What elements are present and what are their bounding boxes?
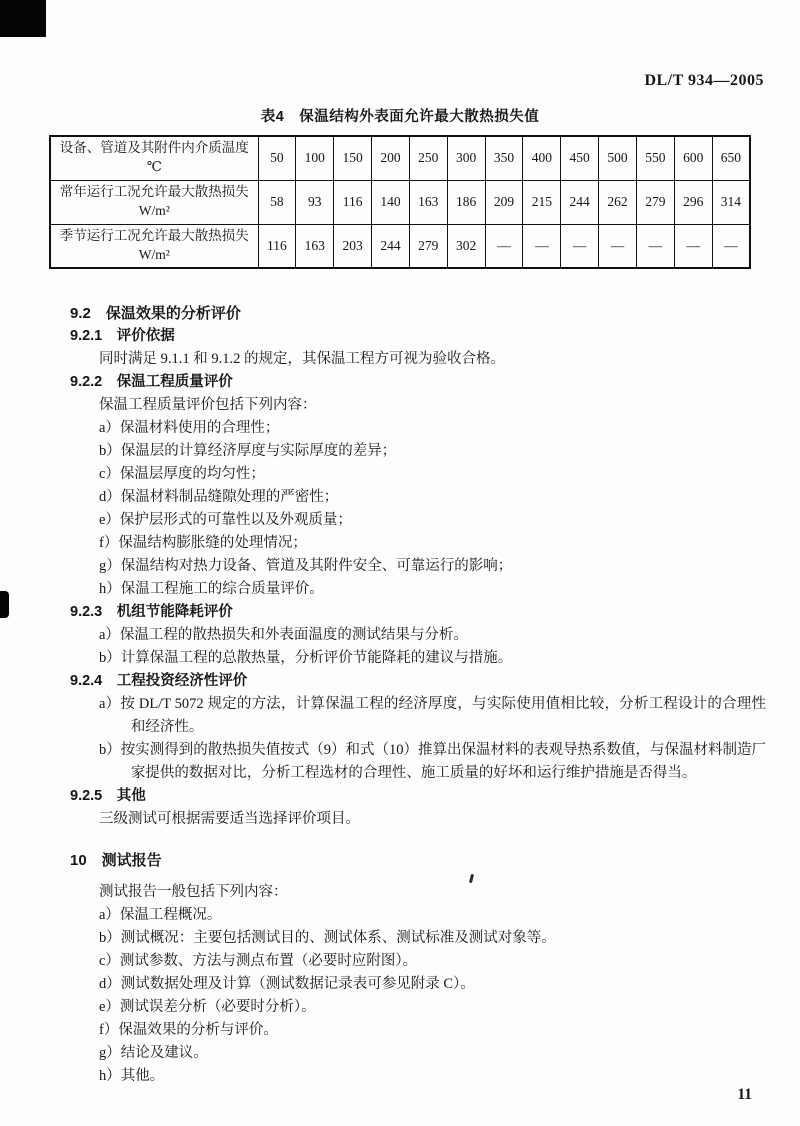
table-cell: 203 [334, 224, 372, 268]
table-cell: 296 [674, 180, 712, 224]
list-item-9-2-2-h: h）保温工程施工的综合质量评价。 [99, 581, 324, 597]
scan-artifact-corner [0, 0, 46, 37]
row-label [50, 180, 258, 224]
table-cell: 300 [447, 136, 485, 180]
table-row [50, 224, 750, 268]
row-label-text: 设备、管道及其附件内介质温度 [59, 140, 249, 156]
list-item-10-f: f）保温效果的分析与评价。 [99, 1022, 278, 1038]
table-cell: 93 [296, 180, 334, 224]
table-cell: 279 [636, 180, 674, 224]
row-label-unit: W/m² [138, 203, 170, 218]
list-item-10-c: c）测试参数、方法与测点布置（必要时应附图）。 [99, 953, 418, 969]
table-cell: 400 [523, 136, 561, 180]
list-item-9-2-2-d: d）保温材料制品缝隙处理的严密性； [99, 489, 339, 505]
list-item-9-2-2-c: c）保温层厚度的均匀性； [99, 466, 265, 482]
row-label [50, 224, 258, 268]
paragraph-9-2-5: 三级测试可根据需要适当选择评价项目。 [99, 811, 360, 827]
table-cell: 140 [372, 180, 410, 224]
list-item-9-2-2-g: g）保温结构对热力设备、管道及其附件安全、可靠运行的影响； [99, 558, 513, 574]
table-cell: 50 [258, 136, 296, 180]
table-cell: 262 [599, 180, 637, 224]
table-cell: 163 [296, 224, 334, 268]
page-number: 11 [737, 1086, 752, 1103]
list-item-10-d: d）测试数据处理及计算（测试数据记录表可参见附录 C）。 [99, 976, 475, 992]
paragraph-9-2-2-intro: 保温工程质量评价包括下列内容： [99, 397, 317, 413]
list-item-9-2-3-b: b）计算保温工程的总散热量，分析评价节能降耗的建议与措施。 [99, 650, 513, 666]
row-label-text: 季节运行工况允许最大散热损失 [59, 227, 249, 243]
table-cell: 650 [712, 136, 750, 180]
list-item-9-2-2-b: b）保温层的计算经济厚度与实际厚度的差异； [99, 443, 397, 459]
content [0, 302, 800, 1088]
list-item-10-a: a）保温工程概况。 [99, 907, 222, 923]
list-item-9-2-4-a: a）按 DL/T 5072 规定的方法，计算保温工程的经济厚度，与实际使用值相比较，分析工程设计的合理性和经济性。 [99, 696, 766, 735]
table-cell: 215 [523, 180, 561, 224]
row-label [50, 136, 258, 180]
section-9-2-5-heading: 9.2.5 其他 [70, 788, 146, 804]
table-cell: 244 [372, 224, 410, 268]
section-9-2-1-heading: 9.2.1 评价依据 [70, 328, 175, 344]
section-9-2-heading: 9.2 保温效果的分析评价 [70, 305, 241, 322]
paragraph-10-intro: 测试报告一般包括下列内容： [99, 884, 288, 900]
paragraph-9-2-1: 同时满足 9.1.1 和 9.1.2 的规定，其保温工程方可视为验收合格。 [99, 351, 505, 367]
table-cell: 150 [334, 136, 372, 180]
section-9-2-3-heading: 9.2.3 机组节能降耗评价 [70, 604, 233, 620]
table-cell: 116 [334, 180, 372, 224]
table-cell: — [674, 224, 712, 268]
list-item-9-2-4-b: b）按实测得到的散热损失值按式（9）和式（10）推算出保温材料的表观导热系数值，与保温材料制造厂家提供的数据对比，分析工程选材的合理性、施工质量的好坏和运行维护措施是否得当。 [99, 742, 766, 781]
table-cell: 500 [599, 136, 637, 180]
list-item-9-2-3-a: a）保温工程的散热损失和外表面温度的测试结果与分析。 [99, 627, 468, 643]
table-cell: 350 [485, 136, 523, 180]
list-item-9-2-2-e: e）保护层形式的可靠性以及外观质量； [99, 512, 352, 528]
table-cell: — [712, 224, 750, 268]
table-cell: — [561, 224, 599, 268]
table-cell: 58 [258, 180, 296, 224]
table-cell: — [636, 224, 674, 268]
table-row [50, 180, 750, 224]
list-item-10-b: b）测试概况：主要包括测试目的、测试体系、测试标准及测试对象等。 [99, 930, 556, 946]
table-cell: 163 [409, 180, 447, 224]
row-label-text: 常年运行工况允许最大散热损失 [59, 184, 249, 200]
section-9-2-2-heading: 9.2.2 保温工程质量评价 [70, 374, 233, 390]
table-cell: 450 [561, 136, 599, 180]
section-9-2-4-heading: 9.2.4 工程投资经济性评价 [70, 673, 248, 689]
table-cell: 250 [409, 136, 447, 180]
section-10-heading: 10 测试报告 [70, 852, 162, 869]
table-cell: 550 [636, 136, 674, 180]
table-cell: 279 [409, 224, 447, 268]
table-cell: 302 [447, 224, 485, 268]
scan-artifact-edge [0, 591, 9, 618]
table-cell: 209 [485, 180, 523, 224]
heat-loss-table [49, 135, 751, 269]
table-cell: — [599, 224, 637, 268]
table-cell: 600 [674, 136, 712, 180]
table-cell: 244 [561, 180, 599, 224]
table-cell: 200 [372, 136, 410, 180]
table-row [50, 136, 750, 180]
standard-number: DL/T 934—2005 [644, 72, 764, 89]
table-cell: — [485, 224, 523, 268]
row-label-unit: W/m² [138, 246, 170, 262]
table-cell: 186 [447, 180, 485, 224]
table-caption: 表4 保温结构外表面允许最大散热损失值 [260, 109, 540, 125]
list-item-10-h: h）其他。 [99, 1068, 165, 1084]
table-cell: 116 [258, 224, 296, 268]
table-cell: 314 [712, 180, 750, 224]
row-label-unit: ℃ [146, 159, 162, 175]
list-item-10-e: e）测试误差分析（必要时分析）。 [99, 999, 316, 1015]
list-item-10-g: g）结论及建议。 [99, 1045, 208, 1061]
table-cell: 100 [296, 136, 334, 180]
table-body [50, 136, 750, 268]
list-item-9-2-2-f: f）保温结构膨胀缝的处理情况； [99, 535, 307, 551]
table-cell: — [523, 224, 561, 268]
list-item-9-2-2-a: a）保温材料使用的合理性； [99, 420, 280, 436]
